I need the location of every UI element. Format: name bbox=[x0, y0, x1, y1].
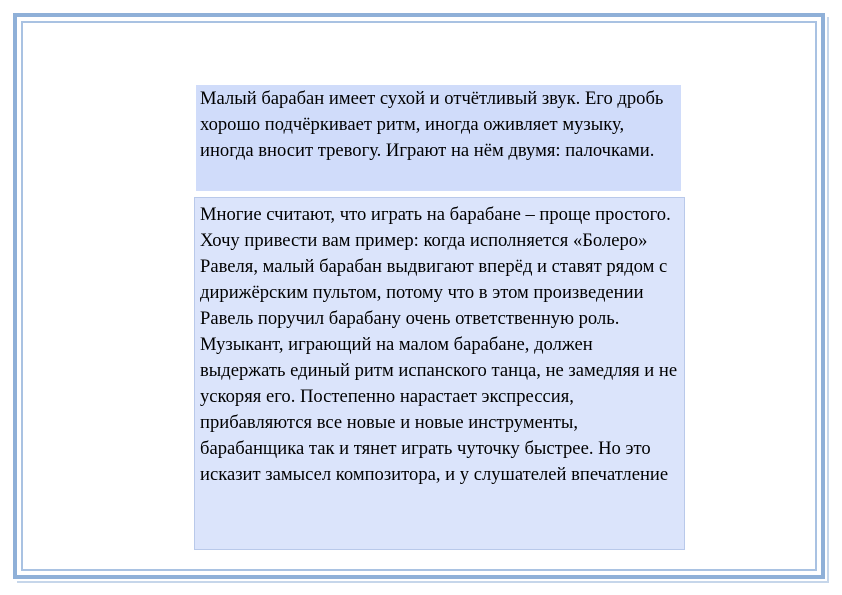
text-box-intro bbox=[196, 85, 681, 191]
text-box-main bbox=[194, 197, 685, 550]
paragraph-main: Многие считают, что играть на барабане – проще простого. Хочу привести вам пример: когда исполняется «Болеро» Равеля, малый барабан выдвигают вперёд и ставят рядом с дирижёрским пультом, потому что в этом произведении Равель поручил барабану очень ответственную роль. Музыкант, играющий на малом барабане, должен выдержать единый ритм испанского танца, не замедляя и не ускоряя его. Постепенно нарастает экспрессия, прибавляются все новые и новые инструменты, барабанщика так и тянет играть чуточку быстрее. Но это исказит замысел композитора, и у слушателей впечатление bbox=[200, 204, 678, 485]
paragraph-intro: Малый барабан имеет сухой и отчётливый звук. Его дробь хорошо подчёркивает ритм, иногда оживляет музыку, иногда вносит тревогу. Играют на нём двумя: палочками. bbox=[200, 88, 664, 161]
